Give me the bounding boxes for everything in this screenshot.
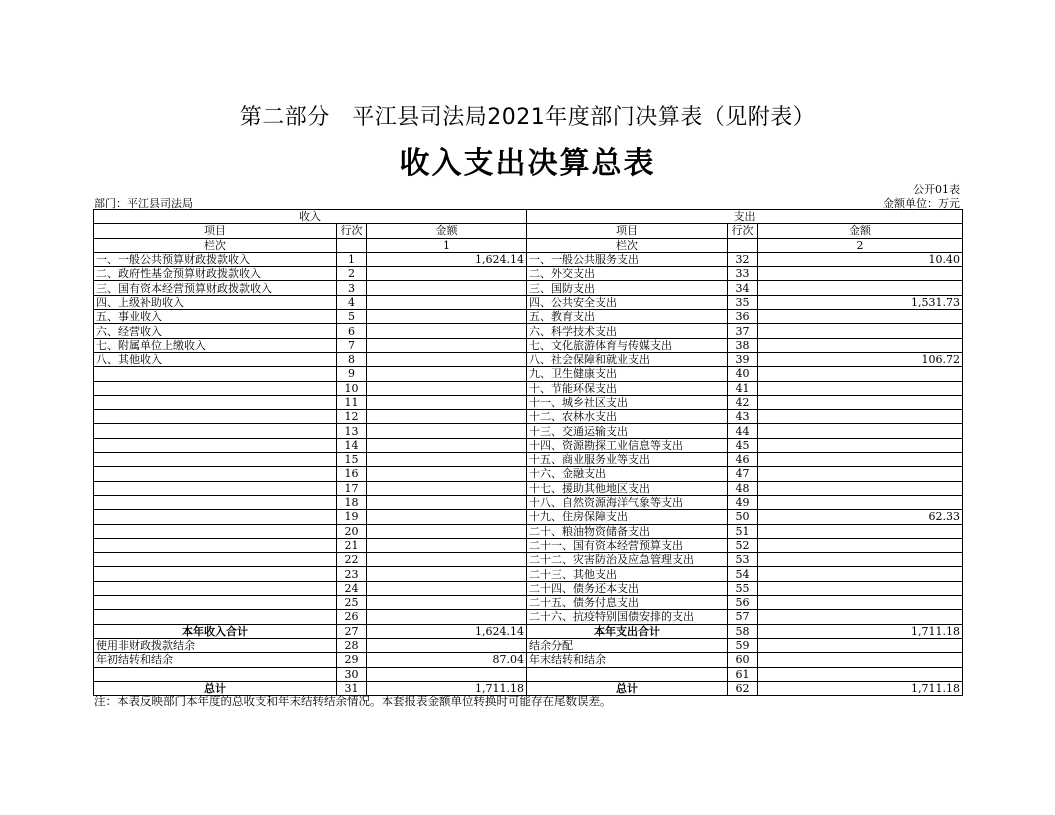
table-row xyxy=(94,524,963,538)
income-item-cell xyxy=(94,381,337,395)
section-header-row xyxy=(94,210,963,224)
expense-line-cell: 61 xyxy=(728,667,758,681)
income-item-cell xyxy=(94,395,337,409)
expense-item-cell: 十二、农林水支出 xyxy=(527,410,728,424)
income-line-cell: 18 xyxy=(337,495,367,509)
income-item-cell xyxy=(94,510,337,524)
expense-line-cell: 34 xyxy=(728,281,758,295)
income-amount-cell xyxy=(367,524,527,538)
income-item-cell xyxy=(94,567,337,581)
table-row xyxy=(94,438,963,452)
income-line-cell: 25 xyxy=(337,596,367,610)
expense-item-cell: 八、社会保障和就业支出 xyxy=(527,352,728,366)
expense-item-header: 项目 xyxy=(527,224,728,238)
expense-line-cell: 54 xyxy=(728,567,758,581)
expense-header: 支出 xyxy=(527,210,963,224)
expense-item-cell: 一、一般公共服务支出 xyxy=(527,252,728,266)
table-row xyxy=(94,567,963,581)
expense-line-cell: 35 xyxy=(728,295,758,309)
income-amount-cell xyxy=(367,438,527,452)
expense-line-cell: 39 xyxy=(728,352,758,366)
income-amount-cell xyxy=(367,481,527,495)
expense-amount-cell xyxy=(758,567,963,581)
income-line-cell: 13 xyxy=(337,424,367,438)
income-item-cell xyxy=(94,453,337,467)
expense-item-cell: 五、教育支出 xyxy=(527,310,728,324)
table-row xyxy=(94,495,963,509)
income-item-cell: 七、附属单位上缴收入 xyxy=(94,338,337,352)
expense-amount-cell xyxy=(758,538,963,552)
expense-amount-cell: 106.72 xyxy=(758,352,963,366)
income-line-cell: 7 xyxy=(337,338,367,352)
income-amount-cell xyxy=(367,281,527,295)
income-amount-cell: 1,624.14 xyxy=(367,624,527,638)
expense-item-cell: 二十四、债务还本支出 xyxy=(527,581,728,595)
income-item-cell xyxy=(94,495,337,509)
expense-line-cell: 48 xyxy=(728,481,758,495)
expense-amount-cell xyxy=(758,495,963,509)
income-amount-cell xyxy=(367,538,527,552)
expense-item-cell: 十六、金融支出 xyxy=(527,467,728,481)
income-amount-cell xyxy=(367,667,527,681)
expense-item-cell: 二十二、灾害防治及应急管理支出 xyxy=(527,553,728,567)
income-amount-cell xyxy=(367,467,527,481)
income-item-cell xyxy=(94,367,337,381)
expense-item-cell: 二、外交支出 xyxy=(527,267,728,281)
table-row xyxy=(94,610,963,624)
expense-item-cell: 十八、自然资源海洋气象等支出 xyxy=(527,495,728,509)
income-item-cell: 四、上级补助收入 xyxy=(94,295,337,309)
income-item-cell: 一、一般公共预算财政拨款收入 xyxy=(94,252,337,266)
expense-item-cell: 十一、城乡社区支出 xyxy=(527,395,728,409)
income-item-cell xyxy=(94,438,337,452)
expense-amount-cell xyxy=(758,638,963,652)
expense-line-cell: 46 xyxy=(728,453,758,467)
expense-amount-cell xyxy=(758,653,963,667)
expense-amount-cell xyxy=(758,524,963,538)
income-line-cell: 11 xyxy=(337,395,367,409)
expense-amount-cell xyxy=(758,467,963,481)
expense-item-cell: 三、国防支出 xyxy=(527,281,728,295)
expense-item-cell: 二十五、债务付息支出 xyxy=(527,596,728,610)
expense-line-cell: 47 xyxy=(728,467,758,481)
income-item-cell: 八、其他收入 xyxy=(94,352,337,366)
expense-amount-cell xyxy=(758,367,963,381)
expense-line-cell: 32 xyxy=(728,252,758,266)
expense-line-cell: 57 xyxy=(728,610,758,624)
income-item-header: 项目 xyxy=(94,224,337,238)
income-amount-cell xyxy=(367,267,527,281)
expense-item-cell: 六、科学技术支出 xyxy=(527,324,728,338)
income-amount-cell xyxy=(367,310,527,324)
table-row xyxy=(94,267,963,281)
expense-line-cell: 42 xyxy=(728,395,758,409)
income-amount-cell xyxy=(367,381,527,395)
expense-item-cell: 年末结转和结余 xyxy=(527,653,728,667)
expense-item-cell: 十五、商业服务业等支出 xyxy=(527,453,728,467)
table-row xyxy=(94,453,963,467)
table-title: 收入支出决算总表 xyxy=(399,146,656,181)
income-line-blank xyxy=(337,238,367,252)
expense-line-cell: 33 xyxy=(728,267,758,281)
expense-line-cell: 58 xyxy=(728,624,758,638)
table-row xyxy=(94,310,963,324)
expense-line-cell: 52 xyxy=(728,538,758,552)
expense-amount-cell xyxy=(758,281,963,295)
expense-item-cell: 十三、交通运输支出 xyxy=(527,424,728,438)
expense-item-cell: 十九、住房保障支出 xyxy=(527,510,728,524)
income-line-cell: 12 xyxy=(337,410,367,424)
column-number-row xyxy=(94,238,963,252)
income-item-cell xyxy=(94,424,337,438)
table-row xyxy=(94,638,963,652)
income-item-cell: 二、政府性基金预算财政拨款收入 xyxy=(94,267,337,281)
expense-line-cell: 38 xyxy=(728,338,758,352)
income-line-cell: 17 xyxy=(337,481,367,495)
table-row xyxy=(94,281,963,295)
expense-item-cell: 十、节能环保支出 xyxy=(527,381,728,395)
income-amount-cell: 1,711.18 xyxy=(367,681,527,695)
income-line-cell: 26 xyxy=(337,610,367,624)
income-amount-header: 金额 xyxy=(367,224,527,238)
expense-line-cell: 60 xyxy=(728,653,758,667)
expense-line-cell: 41 xyxy=(728,381,758,395)
expense-line-cell: 56 xyxy=(728,596,758,610)
expense-item-cell: 结余分配 xyxy=(527,638,728,652)
expense-item-cell: 二十一、国有资本经营预算支出 xyxy=(527,538,728,552)
income-amount-cell xyxy=(367,395,527,409)
expense-amount-cell xyxy=(758,596,963,610)
expense-amount-cell xyxy=(758,324,963,338)
table-row xyxy=(94,481,963,495)
income-item-cell: 三、国有资本经营预算财政拨款收入 xyxy=(94,281,337,295)
expense-line-cell: 50 xyxy=(728,510,758,524)
table-row xyxy=(94,653,963,667)
expense-line-cell: 36 xyxy=(728,310,758,324)
income-amount-cell xyxy=(367,295,527,309)
income-line-cell: 21 xyxy=(337,538,367,552)
expense-item-cell: 十四、资源勘探工业信息等支出 xyxy=(527,438,728,452)
report-title: 第二部分 平江县司法局2021年度部门决算表（见附表） xyxy=(239,105,816,130)
expense-item-cell: 九、卫生健康支出 xyxy=(527,367,728,381)
income-item-cell xyxy=(94,667,337,681)
income-line-cell: 31 xyxy=(337,681,367,695)
income-line-cell: 15 xyxy=(337,453,367,467)
income-line-cell: 19 xyxy=(337,510,367,524)
income-line-cell: 27 xyxy=(337,624,367,638)
table-row xyxy=(94,581,963,595)
expense-item-cell: 二十六、抗疫特别国债安排的支出 xyxy=(527,610,728,624)
income-item-cell: 使用非财政拨款结余 xyxy=(94,638,337,652)
expense-line-cell: 40 xyxy=(728,367,758,381)
income-amount-cell xyxy=(367,410,527,424)
expense-line-cell: 59 xyxy=(728,638,758,652)
expense-amount-cell: 10.40 xyxy=(758,252,963,266)
expense-line-cell: 49 xyxy=(728,495,758,509)
income-item-cell xyxy=(94,467,337,481)
department-label: 部门：平江县司法局 xyxy=(94,197,193,210)
income-amount-cell xyxy=(367,610,527,624)
income-line-cell: 4 xyxy=(337,295,367,309)
income-line-cell: 5 xyxy=(337,310,367,324)
income-line-cell: 14 xyxy=(337,438,367,452)
income-line-cell: 9 xyxy=(337,367,367,381)
table-row xyxy=(94,324,963,338)
income-line-cell: 29 xyxy=(337,653,367,667)
expense-line-cell: 55 xyxy=(728,581,758,595)
table-row xyxy=(94,510,963,524)
income-amount-cell: 87.04 xyxy=(367,653,527,667)
table-row xyxy=(94,467,963,481)
income-line-cell: 10 xyxy=(337,381,367,395)
income-item-cell: 总计 xyxy=(94,681,337,695)
income-item-cell: 本年收入合计 xyxy=(94,624,337,638)
expense-amount-cell: 1,711.18 xyxy=(758,681,963,695)
income-item-cell xyxy=(94,610,337,624)
income-line-cell: 2 xyxy=(337,267,367,281)
income-line-cell: 22 xyxy=(337,553,367,567)
expense-column-label: 栏次 xyxy=(527,238,728,252)
income-amount-cell xyxy=(367,596,527,610)
income-expense-table xyxy=(93,209,963,696)
income-amount-cell xyxy=(367,510,527,524)
income-line-cell: 24 xyxy=(337,581,367,595)
income-amount-cell xyxy=(367,367,527,381)
table-row xyxy=(94,381,963,395)
income-column-label: 栏次 xyxy=(94,238,337,252)
table-row xyxy=(94,667,963,681)
income-amount-cell xyxy=(367,553,527,567)
expense-amount-cell xyxy=(758,438,963,452)
amount-unit: 金额单位：万元 xyxy=(883,197,960,210)
expense-line-header: 行次 xyxy=(728,224,758,238)
income-column-number: 1 xyxy=(367,238,527,252)
expense-item-cell: 二十、粮油物资储备支出 xyxy=(527,524,728,538)
income-line-cell: 6 xyxy=(337,324,367,338)
expense-item-cell: 七、文化旅游体育与传媒支出 xyxy=(527,338,728,352)
income-line-cell: 20 xyxy=(337,524,367,538)
table-row xyxy=(94,367,963,381)
footnote: 注：本表反映部门本年度的总收支和年末结转结余情况。本套报表金额单位转换时可能存在尾数误差。 xyxy=(94,694,612,708)
expense-amount-cell xyxy=(758,610,963,624)
income-line-cell: 8 xyxy=(337,352,367,366)
expense-item-cell xyxy=(527,667,728,681)
expense-line-cell: 62 xyxy=(728,681,758,695)
expense-amount-cell xyxy=(758,410,963,424)
income-item-cell: 六、经营收入 xyxy=(94,324,337,338)
income-amount-cell xyxy=(367,638,527,652)
income-item-cell xyxy=(94,524,337,538)
expense-amount-cell: 1,711.18 xyxy=(758,624,963,638)
income-item-cell xyxy=(94,553,337,567)
income-item-cell xyxy=(94,581,337,595)
income-item-cell xyxy=(94,596,337,610)
expense-amount-cell: 62.33 xyxy=(758,510,963,524)
income-amount-cell xyxy=(367,324,527,338)
expense-line-cell: 43 xyxy=(728,410,758,424)
table-row xyxy=(94,395,963,409)
expense-amount-cell xyxy=(758,453,963,467)
table-row xyxy=(94,295,963,309)
income-amount-cell xyxy=(367,424,527,438)
income-header: 收入 xyxy=(94,210,527,224)
form-number: 公开01表 xyxy=(913,183,960,196)
income-amount-cell xyxy=(367,338,527,352)
expense-amount-header: 金额 xyxy=(758,224,963,238)
expense-line-cell: 51 xyxy=(728,524,758,538)
expense-amount-cell xyxy=(758,381,963,395)
income-amount-cell xyxy=(367,567,527,581)
table-row xyxy=(94,410,963,424)
expense-amount-cell xyxy=(758,667,963,681)
income-line-cell: 1 xyxy=(337,252,367,266)
income-amount-cell xyxy=(367,352,527,366)
expense-line-blank xyxy=(728,238,758,252)
expense-column-number: 2 xyxy=(758,238,963,252)
income-amount-cell: 1,624.14 xyxy=(367,252,527,266)
income-item-cell xyxy=(94,538,337,552)
expense-amount-cell xyxy=(758,267,963,281)
income-line-cell: 30 xyxy=(337,667,367,681)
table-row xyxy=(94,596,963,610)
income-line-cell: 3 xyxy=(337,281,367,295)
table-row xyxy=(94,624,963,638)
income-line-cell: 16 xyxy=(337,467,367,481)
expense-amount-cell xyxy=(758,581,963,595)
income-line-cell: 28 xyxy=(337,638,367,652)
expense-amount-cell xyxy=(758,310,963,324)
expense-item-cell: 四、公共安全支出 xyxy=(527,295,728,309)
table-row xyxy=(94,338,963,352)
income-amount-cell xyxy=(367,581,527,595)
expense-line-cell: 37 xyxy=(728,324,758,338)
expense-item-cell: 十七、援助其他地区支出 xyxy=(527,481,728,495)
table-row xyxy=(94,553,963,567)
expense-item-cell: 总计 xyxy=(527,681,728,695)
expense-amount-cell xyxy=(758,481,963,495)
table-row xyxy=(94,424,963,438)
income-item-cell: 五、事业收入 xyxy=(94,310,337,324)
income-item-cell: 年初结转和结余 xyxy=(94,653,337,667)
income-item-cell xyxy=(94,410,337,424)
income-line-header: 行次 xyxy=(337,224,367,238)
income-line-cell: 23 xyxy=(337,567,367,581)
expense-line-cell: 44 xyxy=(728,424,758,438)
income-amount-cell xyxy=(367,495,527,509)
income-item-cell xyxy=(94,481,337,495)
table-row xyxy=(94,538,963,552)
expense-item-cell: 二十三、其他支出 xyxy=(527,567,728,581)
expense-line-cell: 53 xyxy=(728,553,758,567)
table-row xyxy=(94,252,963,266)
expense-amount-cell: 1,531.73 xyxy=(758,295,963,309)
expense-amount-cell xyxy=(758,338,963,352)
column-header-row xyxy=(94,224,963,238)
expense-amount-cell xyxy=(758,424,963,438)
expense-amount-cell xyxy=(758,395,963,409)
expense-amount-cell xyxy=(758,553,963,567)
expense-line-cell: 45 xyxy=(728,438,758,452)
table-row xyxy=(94,352,963,366)
expense-item-cell: 本年支出合计 xyxy=(527,624,728,638)
income-amount-cell xyxy=(367,453,527,467)
